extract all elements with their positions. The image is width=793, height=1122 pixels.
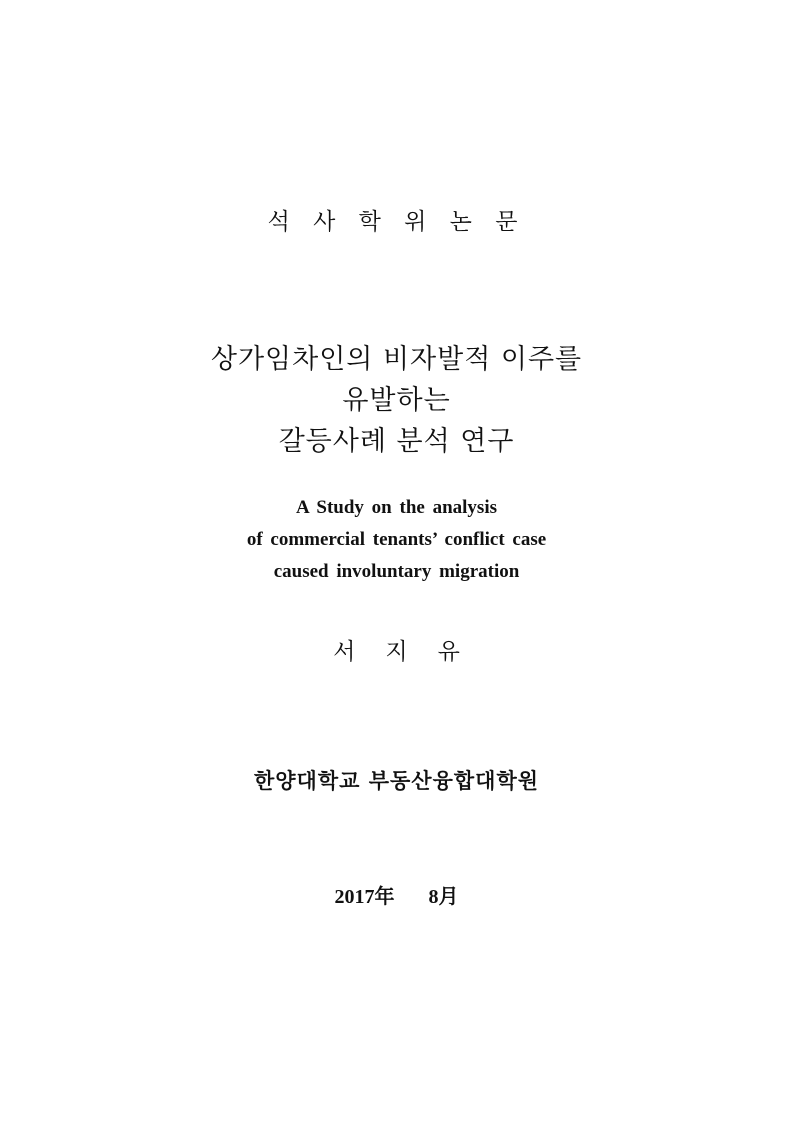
korean-title-line-3: 갈등사례 분석 연구 [278, 426, 515, 457]
english-title-line-3: caused involuntary migration [273, 561, 520, 582]
date-month: 8月 [428, 886, 459, 908]
author-name: 서지유 [333, 639, 490, 665]
korean-title-line-2: 유발하는 [342, 385, 451, 416]
date-year: 2017年 [334, 886, 395, 908]
institution-name: 한양대학교 부동산융합대학원 [253, 769, 540, 793]
submission-date [0, 880, 793, 909]
english-title-line-2: of commercial tenants’ conflict case [246, 529, 547, 550]
degree-label: 석 사 학 위 논 문 [267, 209, 526, 235]
english-title-line-1: A Study on the analysis [295, 497, 497, 518]
korean-title-line-1: 상가임차인의 비자발적 이주를 [210, 344, 583, 375]
